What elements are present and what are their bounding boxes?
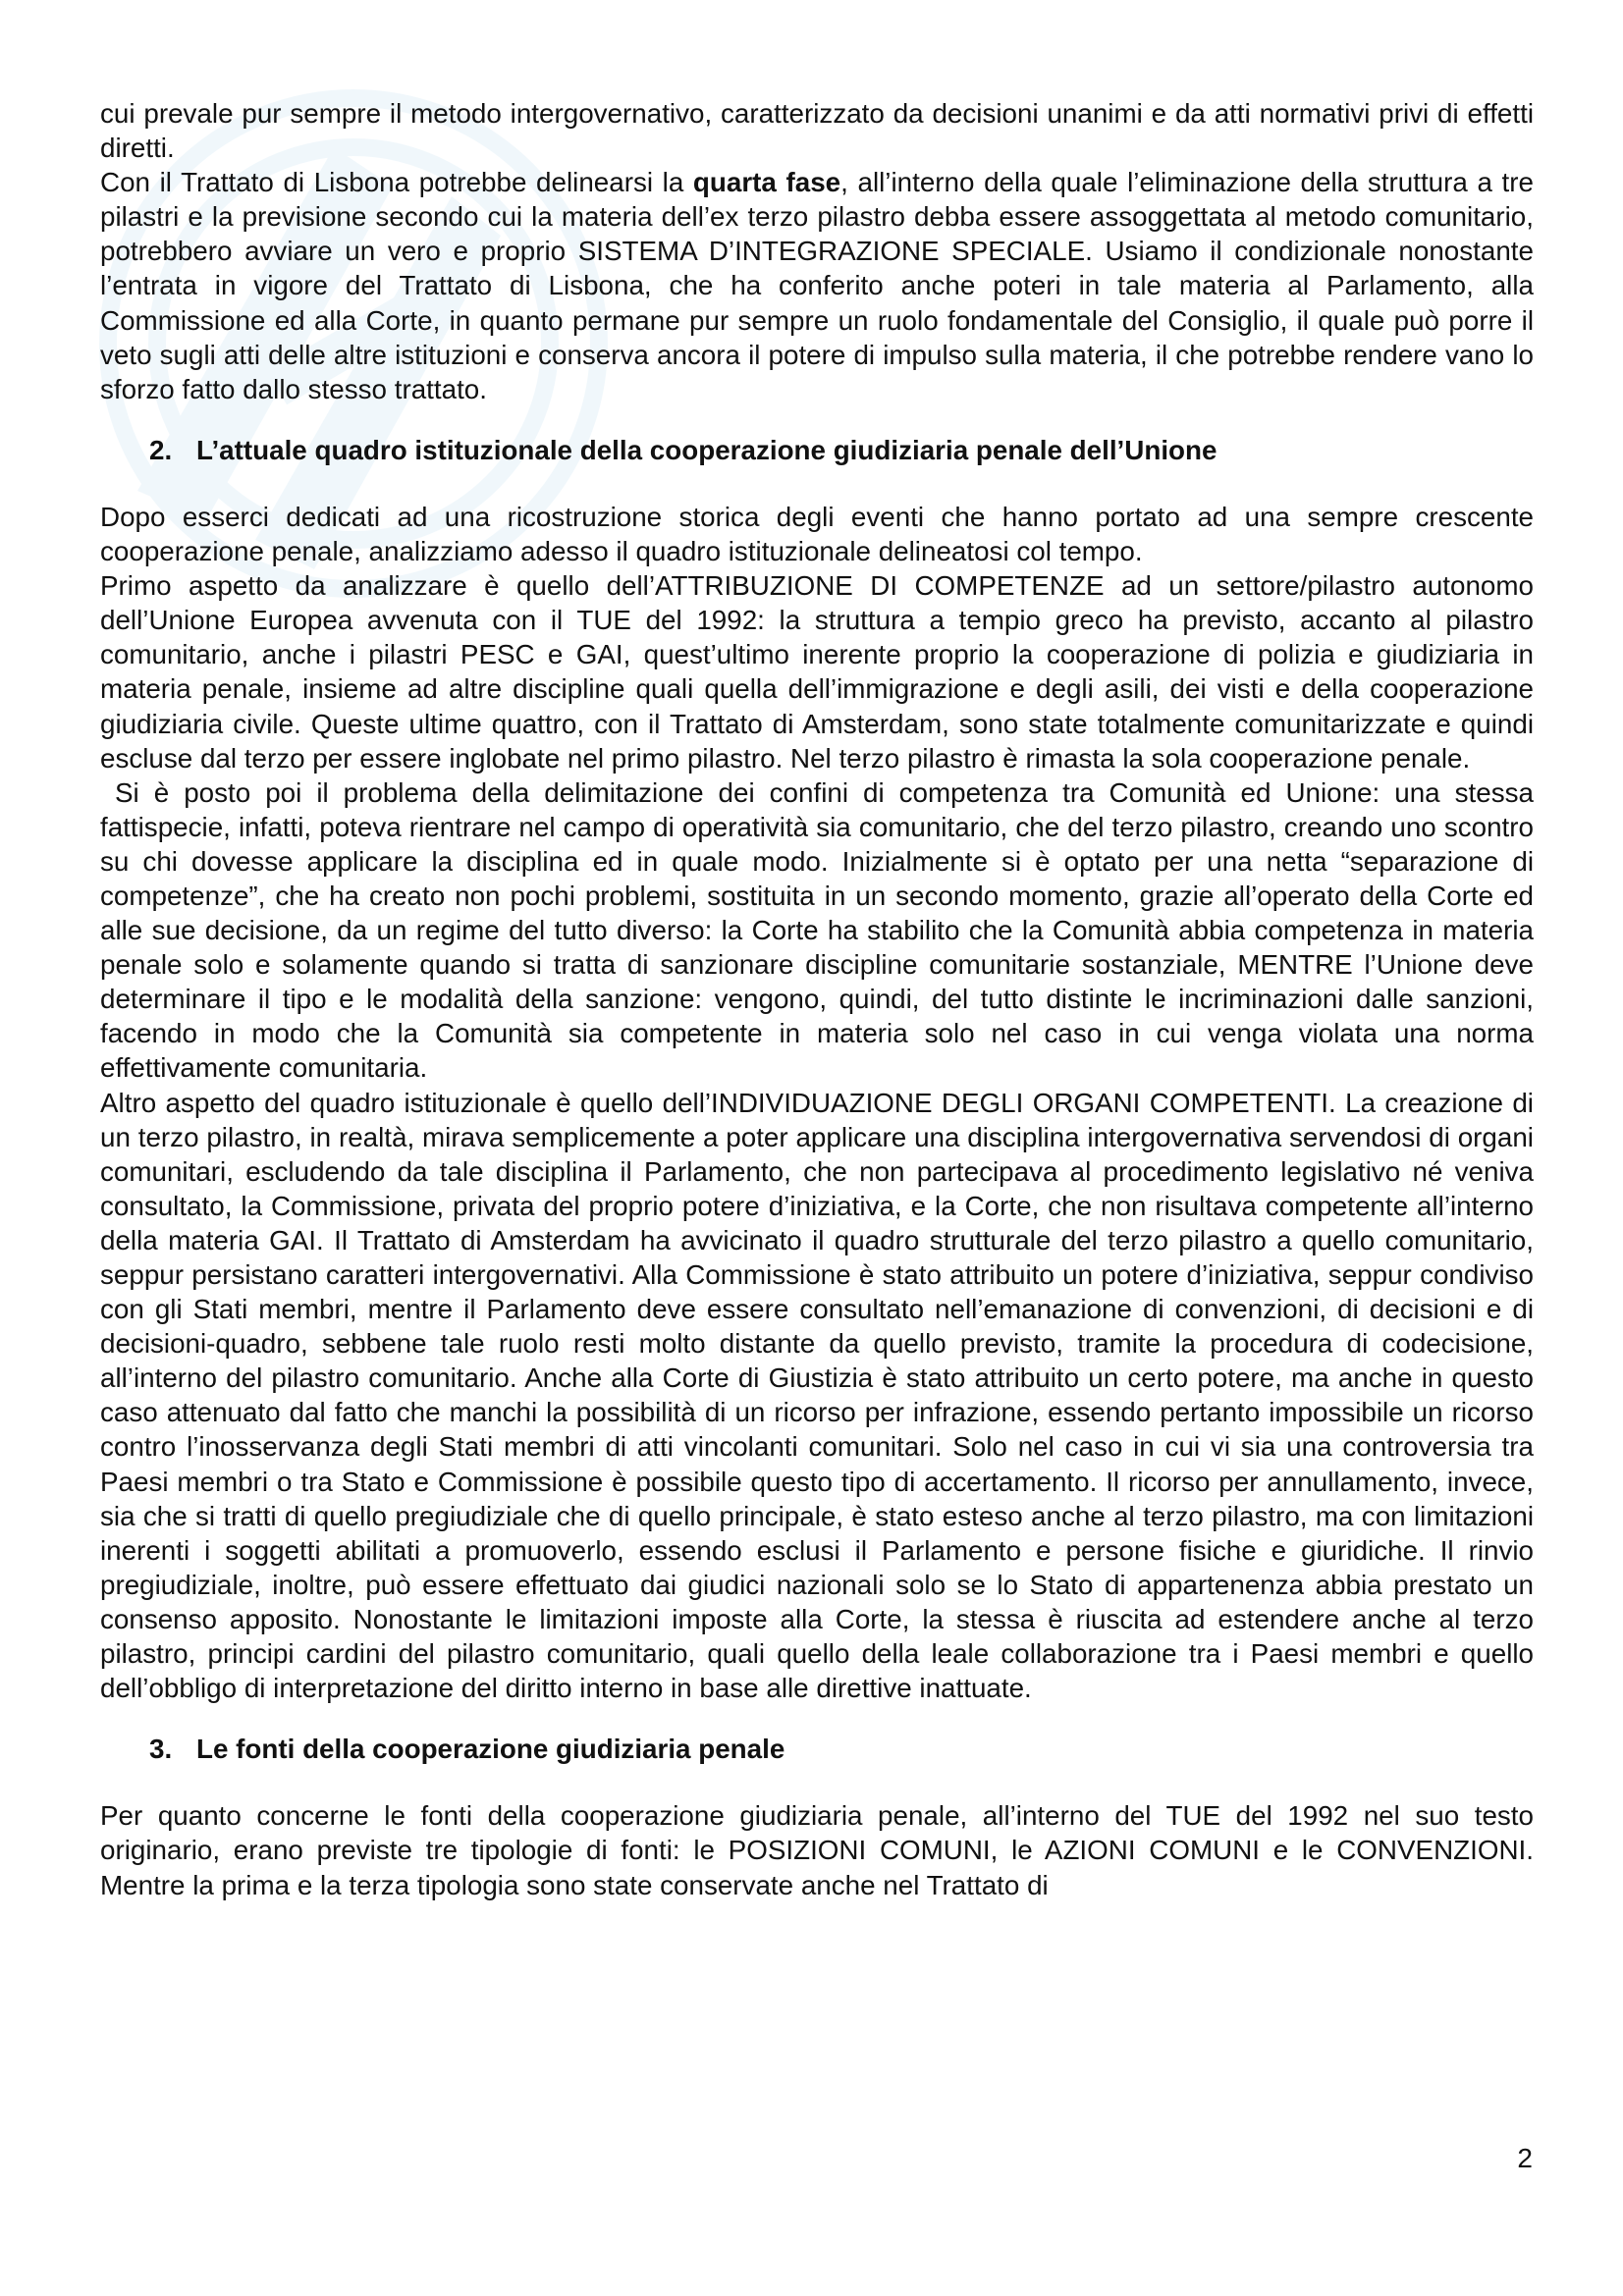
document-body	[100, 96, 1534, 1902]
paragraph-text: Con il Trattato di Lisbona potrebbe delinearsi la	[100, 167, 693, 198]
section-title: L’attuale quadro istituzionale della cooperazione giudiziaria penale dell’Unione	[196, 434, 1217, 465]
paragraph: Primo aspetto da analizzare è quello dell’ATTRIBUZIONE DI COMPETENZE ad un settore/pilastro autonomo dell’Unione Europea avvenuta con il TUE del 1992: la struttura a tempio greco ha previsto, accanto al pilastro comunitario, anche i pilastri PESC e GAI, quest’ultimo inerente proprio la cooperazione di polizia e giudiziaria in materia penale, insieme ad altre discipline quali quella dell’immigrazione e degli asili, dei visti e della cooperazione giudiziaria civile. Queste ultime quattro, con il Trattato di Amsterdam, sono state totalmente comunitarizzate e quindi escluse dal terzo per essere inglobate nel primo pilastro. Nel terzo pilastro è rimasta la sola cooperazione penale.	[100, 570, 1534, 774]
section-number: 3.	[149, 1734, 173, 1765]
paragraph: Dopo esserci dedicati ad una ricostruzione storica degli eventi che hanno portato ad una sempre crescente cooperazione penale, analizziamo adesso il quadro istituzionale delineatosi col tempo.	[100, 501, 1534, 567]
page-number: 2	[1517, 2143, 1533, 2173]
section-heading	[100, 433, 1534, 467]
paragraph: Per quanto concerne le fonti della cooperazione giudiziaria penale, all’interno del TUE del 1992 nel suo testo originario, erano previste tre tipologie di fonti: le POSIZIONI COMUNI, le AZIONI COMUNI e le CONVENZIONI. Mentre la prima e la terza tipologia sono state conservate anche nel Trattato di	[100, 1800, 1534, 1900]
paragraph: cui prevale pur sempre il metodo intergovernativo, caratterizzato da decisioni unanimi e da atti normativi privi di effetti diretti.	[100, 98, 1534, 164]
paragraph	[100, 165, 1534, 406]
paragraph: Altro aspetto del quadro istituzionale è quello dell’INDIVIDUAZIONE DEGLI ORGANI COMPETENTI. La creazione di un terzo pilastro, in realtà, mirava semplicemente a poter applicare una disciplina intergovernativa servendosi di organi comunitari, escludendo da tale disciplina il Parlamento, che non partecipava al procedimento legislativo né veniva consultato, la Commissione, privata del proprio potere d’iniziativa, e la Corte, che non risultava competente all’interno della materia GAI. Il Trattato di Amsterdam ha avvicinato il quadro strutturale del terzo pilastro a quello comunitario, seppur persistano caratteri intergovernativi. Alla Commissione è stato attribuito un potere d’iniziativa, seppur condiviso con gli Stati membri, mentre il Parlamento deve essere consultato nell’emanazione di convenzioni, di decisioni e di decisioni-quadro, sebbene tale ruolo resti molto distante da quello previsto, tramite la procedura di codecisione, all’interno del pilastro comunitario. Anche alla Corte di Giustizia è stato attribuito un certo potere, ma anche in questo caso attenuato dal fatto che manchi la possibilità di un ricorso per infrazione, essendo pertanto impossibile un ricorso contro l’inosservanza degli Stati membri di atti vincolanti comunitari. Solo nel caso in cui vi sia una controversia tra Paesi membri o tra Stato e Commissione è possibile questo tipo di accertamento. Il ricorso per annullamento, invece, sia che si tratti di quello pregiudiziale che di quello principale, è stato esteso anche al terzo pilastro, ma con limitazioni inerenti i soggetti abilitati a promuoverlo, essendo esclusi il Parlamento e persone fisiche e giuridiche. Il rinvio pregiudiziale, inoltre, può essere effettuato dai giudici nazionali solo se lo Stato di appartenenza abbia prestato un consenso apposito. Nonostante le limitazioni imposte alla Corte, la stessa è riuscita ad estendere anche al terzo pilastro, principi cardini del pilastro comunitario, quali quello della leale collaborazione tra i Paesi membri e quello dell’obbligo di interpretazione del diritto interno in base alle direttive inattuate.	[100, 1087, 1534, 1704]
section-number: 2.	[149, 434, 173, 465]
paragraph-text: , all’interno della quale l’eliminazione della struttura a tre pilastri e la previsione secondo cui la materia dell’ex terzo pilastro debba essere assoggettata al metodo comunitario, potrebbero avviare un vero e proprio SISTEMA D’INTEGRAZIONE SPECIALE. Usiamo il condizionale nonostante l’entrata in vigore del Trattato di Lisbona, che ha conferito anche poteri in tale materia al Parlamento, alla Commissione ed alla Corte, in quanto permane pur sempre un ruolo fondamentale del Consiglio, il quale può porre il veto sugli atti delle altre istituzioni e conserva ancora il potere di impulso sulla materia, il che potrebbe rendere vano lo sforzo fatto dallo stesso trattato.	[100, 167, 1534, 404]
paragraph: Si è posto poi il problema della delimitazione dei confini di competenza tra Comunità ed Unione: una stessa fattispecie, infatti, poteva rientrare nel campo di operatività sia comunitario, che del terzo pilastro, creando uno scontro su chi dovesse applicare la disciplina ed in quale modo. Inizialmente si è optato per una netta “separazione di competenze”, che ha creato non pochi problemi, sostituita in un secondo momento, grazie all’operato della Corte ed alle sue decisione, da un regime del tutto diverso: la Corte ha stabilito che la Comunità abbia competenza in materia penale solo e solamente quando si tratta di sanzionare discipline comunitarie sostanziale, MENTRE l’Unione deve determinare il tipo e le modalità della sanzione: vengono, quindi, del tutto distinte le incriminazioni dalle sanzioni, facendo in modo che la Comunità sia competente in materia solo nel caso in cui venga violata una norma effettivamente comunitaria.	[100, 776, 1534, 1084]
emphasis-text: quarta fase	[692, 167, 841, 198]
section-heading	[100, 1732, 1534, 1766]
section-title: Le fonti della cooperazione giudiziaria penale	[196, 1734, 785, 1765]
